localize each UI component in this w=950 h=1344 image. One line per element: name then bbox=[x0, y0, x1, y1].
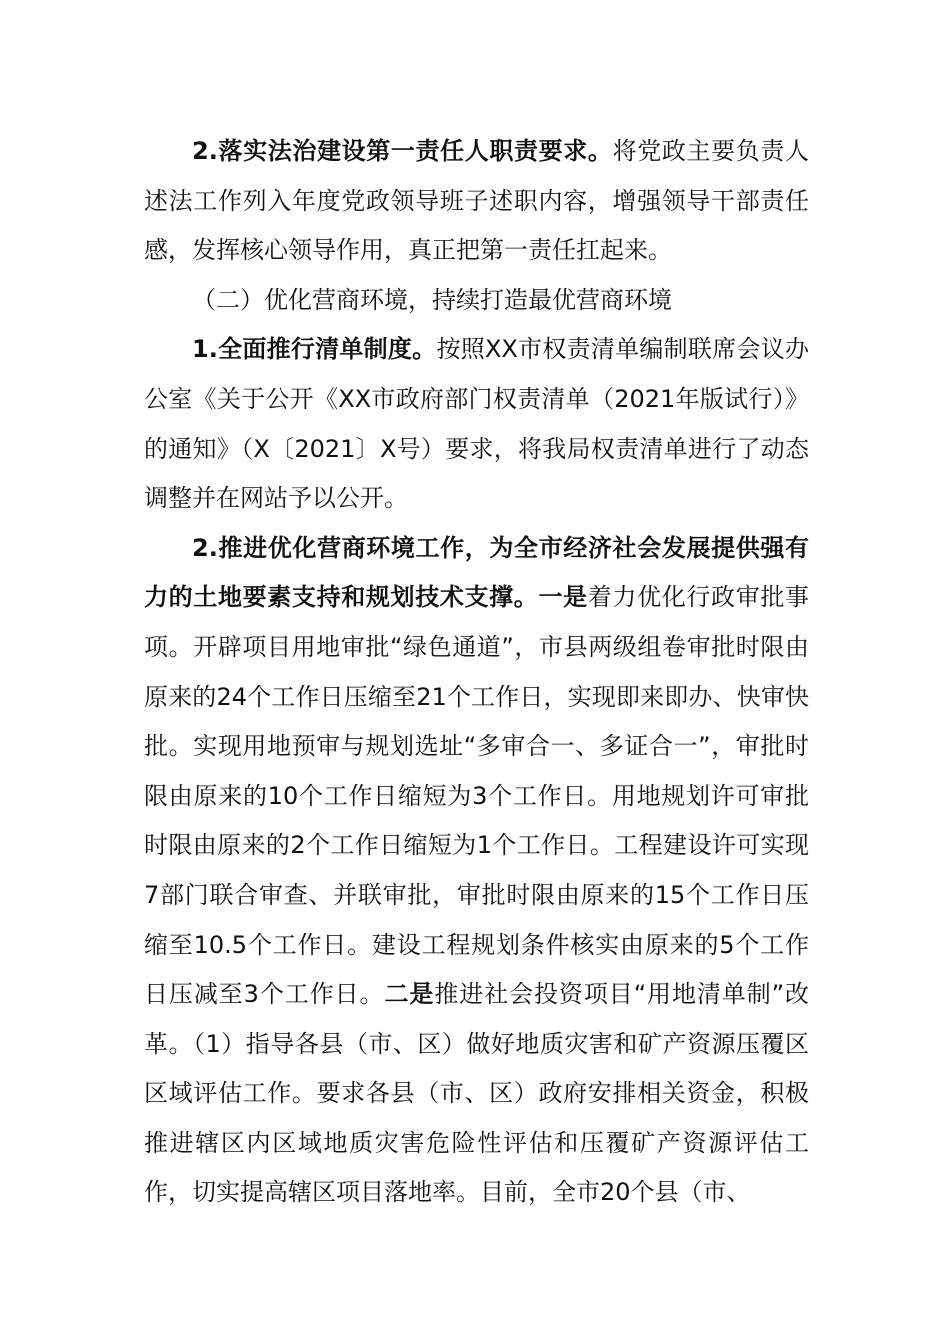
paragraph-body: 着力优化行政审批事项。开辟项目用地审批“绿色通道”，市县两级组卷审批时限由原来的24个工作日压缩至21个工作日，实现即来即办、快审快批。实现用地预审与规划选址“多审合一、多证合一”，审批时限由原来的10个工作日缩短为3个工作日。用地规划许可审批时限由原来的2个工作日缩短为1个工作日。工程建设许可实现7部门联合审查、并联审批，审批时限由原来的15个工作日压缩至10.5个工作日。建设工程规划条件核实由原来的5个工作日压减至3个工作日。 bbox=[144, 583, 810, 1009]
section-heading-business-environment bbox=[144, 276, 809, 326]
document-page bbox=[144, 127, 809, 1218]
paragraph-heading: 1.全面推行清单制度。 bbox=[192, 335, 437, 364]
paragraph-heading: 2.推进优化营商环境工作，为全市经济社会发展提供强有力的土地要素支持和规划技术支撑。 bbox=[144, 533, 809, 612]
paragraph-body: 将党政主要负责人述法工作列入年度党政领导班子述职内容，增强领导干部责任感，发挥核心领导作用，真正把第一责任扛起来。 bbox=[144, 137, 809, 265]
paragraph-list-system bbox=[144, 325, 809, 523]
paragraph-heading: 2.落实法治建设第一责任人职责要求。 bbox=[192, 137, 613, 165]
paragraph-business-environment-work bbox=[144, 524, 809, 1218]
paragraph-body: 按照XX市权责清单编制联席会议办公室《关于公开《XX市政府部门权责清单（2021年版试行）》的通知》（X〔2021〕X号）要求，将我局权责清单进行了动态调整并在网站予以公开。 bbox=[144, 335, 809, 513]
paragraph-legal-responsibility bbox=[144, 127, 809, 276]
point-marker-two: 二是 bbox=[384, 980, 435, 1009]
point-marker-one: 一是 bbox=[538, 583, 588, 612]
section-heading-text: （二）优化营商环境，持续打造最优营商环境 bbox=[192, 285, 672, 314]
paragraph-body-continued: 推进社会投资项目“用地清单制”改革。（1）指导各县（市、区）做好地质灾害和矿产资源压覆区区域评估工作。要求各县（市、区）政府安排相关资金，积极推进辖区内区域地质灾害危险性评估和压覆矿产资源评估工作，切实提高辖区项目落地率。目前，全市20个县（市、 bbox=[144, 980, 809, 1207]
